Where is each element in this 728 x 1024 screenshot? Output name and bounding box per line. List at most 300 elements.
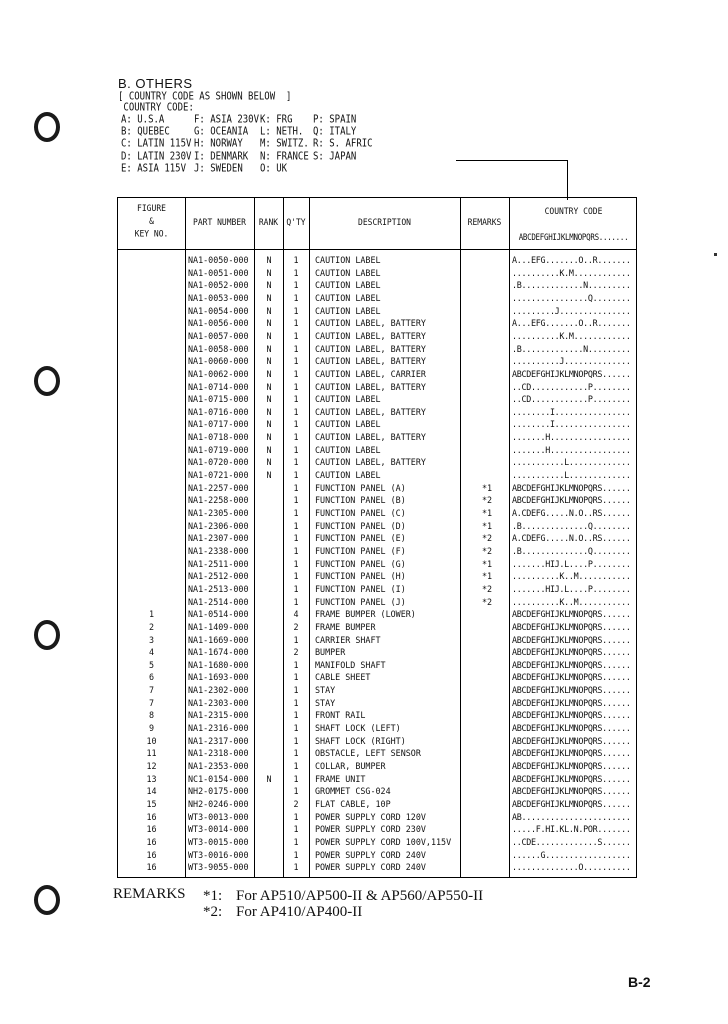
cell-cc: .......H................. (512, 432, 631, 443)
cell-part: NA1-2302-000 (188, 685, 249, 696)
cell-desc: GROMMET CSG-024 (315, 786, 391, 797)
cell-key: 16 (146, 862, 157, 873)
cell-rank: N (266, 343, 272, 354)
cell-part: NH2-0246-000 (188, 798, 249, 809)
cell-part: NA1-0718-000 (188, 432, 249, 443)
country-code-entry: L: NETH. (260, 126, 304, 139)
cell-desc: CAUTION LABEL, BATTERY (315, 356, 426, 367)
cell-key: 5 (148, 659, 155, 670)
cell-part: NA1-2512-000 (188, 571, 249, 582)
cell-desc: FUNCTION PANEL (F) (315, 545, 406, 556)
cell-cc: ........I................ (512, 419, 631, 430)
table-row (118, 406, 636, 419)
cell-cc: ABCDEFGHIJKLMNOPQRS...... (512, 798, 631, 809)
page-number: B-2 (628, 974, 651, 990)
cell-cc: ABCDEFGHIJKLMNOPQRS...... (512, 697, 631, 708)
cell-desc: FRAME BUMPER (315, 621, 376, 632)
cell-key: 10 (146, 735, 157, 746)
cell-cc: ABCDEFGHIJKLMNOPQRS...... (512, 647, 631, 658)
cell-desc: CAUTION LABEL (315, 419, 381, 430)
table-row (118, 482, 636, 495)
cell-key: 7 (148, 697, 155, 708)
connector-line (567, 160, 568, 200)
header-qty: Q'TY (286, 217, 306, 228)
table-row (118, 381, 636, 394)
cell-qty: 1 (293, 343, 299, 354)
country-code-entry: F: ASIA 230V (194, 114, 260, 126)
cell-qty: 2 (293, 647, 299, 658)
cell-desc: FUNCTION PANEL (J) (315, 596, 406, 607)
cell-key: 7 (148, 685, 155, 696)
cell-cc: .B.............N......... (512, 343, 631, 354)
cell-remarks: *1 (481, 558, 493, 569)
country-code-entry: B: QUEBEC (121, 126, 170, 139)
cell-cc: ...........L............. (512, 470, 631, 481)
cell-desc: CAUTION LABEL (315, 267, 381, 278)
margin-mark (714, 253, 717, 256)
cell-desc: FUNCTION PANEL (H) (315, 571, 406, 582)
table-row (118, 836, 636, 849)
cell-cc: ABCDEFGHIJKLMNOPQRS...... (512, 659, 631, 670)
cell-rank: N (266, 267, 272, 278)
country-code-entry: A: U.S.A (121, 114, 165, 126)
cell-part: NA1-2353-000 (188, 761, 249, 771)
cell-rank: N (266, 255, 272, 265)
cell-qty: 1 (293, 672, 299, 683)
cell-rank: N (266, 356, 272, 367)
country-code-entry: I: DENMARK (194, 150, 249, 163)
cell-qty: 1 (293, 419, 299, 430)
cell-desc: FUNCTION PANEL (I) (315, 583, 406, 594)
cell-desc: POWER SUPPLY CORD 100V,115V (315, 836, 452, 847)
table-row (118, 444, 636, 457)
cell-key: 6 (148, 672, 155, 683)
cell-qty: 1 (293, 659, 299, 670)
cell-qty: 1 (293, 470, 299, 481)
cell-part: NA1-2258-000 (188, 495, 249, 506)
cell-cc: ..............O.......... (512, 862, 631, 873)
cell-part: NA1-2338-000 (188, 545, 249, 556)
cell-part: NA1-0058-000 (188, 343, 249, 354)
cell-remarks: *1 (481, 571, 493, 582)
cell-cc: ..........K.M............ (512, 330, 631, 341)
cell-rank: N (266, 773, 272, 784)
cell-part: NA1-1669-000 (188, 634, 249, 645)
cell-part: NA1-0052-000 (188, 280, 249, 291)
cell-desc: STAY (315, 685, 336, 696)
parts-table (117, 197, 637, 878)
table-row (118, 773, 636, 786)
cell-qty: 1 (293, 330, 299, 341)
cell-qty: 1 (293, 735, 299, 746)
cell-desc: FRAME BUMPER (LOWER) (315, 609, 416, 620)
country-code-entry: R: S. AFRIC (313, 138, 373, 151)
cell-desc: CAUTION LABEL, BATTERY (315, 343, 426, 354)
cell-cc: .........J............... (512, 305, 631, 316)
cell-key: 16 (146, 824, 157, 835)
table-row (118, 684, 636, 697)
cell-cc: ABCDEFGHIJKLMNOPQRS...... (512, 748, 631, 759)
cell-part: NA1-2307-000 (188, 533, 249, 544)
cell-desc: CAUTION LABEL (315, 292, 381, 303)
cell-cc: A...EFG.......O..R....... (512, 255, 631, 265)
cell-key: 11 (146, 748, 157, 759)
cell-part: NA1-1680-000 (188, 659, 249, 670)
country-code-label: COUNTRY CODE: (118, 102, 194, 114)
cell-key: 9 (148, 723, 155, 734)
cell-qty: 1 (293, 773, 299, 784)
table-row (118, 798, 636, 811)
cell-desc: SHAFT LOCK (RIGHT) (315, 735, 406, 746)
cell-part: NA1-0062-000 (188, 368, 249, 379)
cell-part: NA1-0714-000 (188, 381, 249, 392)
country-code-entry: H: NORWAY (194, 138, 243, 151)
cell-cc: ................Q........ (512, 292, 631, 303)
cell-remarks: *1 (481, 482, 493, 493)
table-row (118, 634, 636, 647)
header-country-letters: ABCDEFGHIJKLMNOPQRS....... (518, 232, 629, 243)
cell-desc: FRONT RAIL (315, 710, 366, 721)
cell-desc: CAUTION LABEL, BATTERY (315, 457, 426, 468)
cell-qty: 1 (293, 786, 299, 797)
cell-rank: N (266, 280, 272, 291)
cell-cc: ABCDEFGHIJKLMNOPQRS...... (512, 773, 631, 784)
cell-key: 14 (146, 786, 157, 797)
country-code-entry: K: FRG (260, 114, 293, 126)
cell-desc: FRAME UNIT (315, 773, 366, 784)
remark-mark-2: *2: (203, 904, 223, 920)
cell-part: NA1-1674-000 (188, 647, 249, 658)
cell-desc: FUNCTION PANEL (G) (315, 558, 406, 569)
cell-desc: POWER SUPPLY CORD 240V (315, 849, 426, 860)
cell-cc: AB....................... (512, 811, 631, 822)
cell-cc: ABCDEFGHIJKLMNOPQRS...... (512, 710, 631, 721)
cell-part: WT3-0015-000 (188, 836, 249, 847)
cell-remarks: *1 (481, 520, 493, 531)
cell-qty: 2 (293, 798, 299, 809)
cell-qty: 1 (293, 432, 299, 443)
cell-qty: 1 (293, 748, 299, 759)
cell-remarks: *2 (481, 533, 493, 544)
cell-key: 1 (148, 609, 155, 620)
table-row (118, 456, 636, 469)
table-row (118, 545, 636, 558)
cell-rank: N (266, 406, 272, 417)
cell-qty: 1 (293, 723, 299, 734)
cell-part: NA1-1693-000 (188, 672, 249, 683)
table-row (118, 747, 636, 760)
table-row (118, 760, 636, 773)
cell-cc: A...EFG.......O..R....... (512, 318, 631, 329)
cell-cc: ..........K..M........... (512, 571, 631, 582)
cell-desc: CAUTION LABEL (315, 470, 381, 481)
table-row (118, 368, 636, 381)
cell-part: NA1-2317-000 (188, 735, 249, 746)
cell-qty: 4 (293, 609, 299, 620)
cell-qty: 1 (293, 457, 299, 468)
cell-desc: CAUTION LABEL, BATTERY (315, 330, 426, 341)
cell-cc: A.CDEFG.....N.O..RS...... (512, 508, 631, 518)
cell-cc: ABCDEFGHIJKLMNOPQRS...... (512, 634, 631, 645)
country-code-entry: O: UK (260, 162, 288, 175)
cell-qty: 1 (293, 520, 299, 531)
cell-desc: FUNCTION PANEL (B) (315, 495, 406, 506)
cell-desc: CAUTION LABEL, BATTERY (315, 381, 426, 392)
cell-part: WT3-0014-000 (188, 824, 249, 835)
country-code-entry: J: SWEDEN (194, 162, 243, 175)
cell-desc: FUNCTION PANEL (A) (315, 482, 406, 493)
cell-desc: CAUTION LABEL, BATTERY (315, 406, 426, 417)
table-row (118, 279, 636, 292)
cell-cc: ABCDEFGHIJKLMNOPQRS...... (512, 609, 631, 620)
cell-part: WT3-9055-000 (188, 862, 249, 873)
cell-desc: CAUTION LABEL (315, 394, 381, 405)
cell-qty: 1 (293, 558, 299, 569)
table-row (118, 861, 636, 874)
header-part-number: PART NUMBER (193, 217, 246, 228)
cell-cc: .B..............Q........ (512, 520, 631, 531)
country-code-entry: C: LATIN 115V (121, 138, 192, 151)
country-code-entry: G: OCEANIA (194, 126, 249, 139)
table-row (118, 330, 636, 343)
table-row (118, 849, 636, 862)
cell-key: 3 (148, 634, 155, 645)
cell-rank: N (266, 381, 272, 392)
cell-desc: CABLE SHEET (315, 672, 371, 683)
cell-part: NA1-0060-000 (188, 356, 249, 367)
cell-part: NA1-0057-000 (188, 330, 249, 341)
table-row (118, 343, 636, 356)
cell-key: 13 (146, 773, 157, 784)
cell-qty: 1 (293, 849, 299, 860)
table-row (118, 532, 636, 545)
cell-part: NA1-2315-000 (188, 710, 249, 721)
table-row (118, 583, 636, 596)
cell-qty: 1 (293, 394, 299, 405)
table-row (118, 520, 636, 533)
cell-rank: N (266, 470, 272, 481)
cell-cc: ..CD............P........ (512, 381, 631, 392)
cell-qty: 1 (293, 381, 299, 392)
cell-qty: 1 (293, 406, 299, 417)
country-code-entry: S: JAPAN (313, 150, 357, 163)
cell-part: NA1-0514-000 (188, 609, 249, 620)
cell-qty: 1 (293, 318, 299, 329)
cell-desc: STAY (315, 697, 336, 708)
table-row (118, 811, 636, 824)
cell-desc: FUNCTION PANEL (C) (315, 508, 406, 518)
cell-part: WT3-0016-000 (188, 849, 249, 860)
cell-cc: ABCDEFGHIJKLMNOPQRS...... (512, 368, 631, 379)
cell-part: NA1-2305-000 (188, 508, 249, 518)
table-row (118, 659, 636, 672)
table-row (118, 823, 636, 836)
table-row (118, 418, 636, 431)
binder-hole-icon (34, 885, 60, 915)
cell-desc: CAUTION LABEL (315, 280, 381, 291)
table-row (118, 785, 636, 798)
cell-cc: .B.............N......... (512, 280, 631, 291)
connector-line (456, 160, 568, 161)
table-row (118, 709, 636, 722)
cell-cc: ..........J.............. (512, 356, 631, 367)
cell-cc: ABCDEFGHIJKLMNOPQRS...... (512, 685, 631, 696)
remark-text-1: For AP510/AP500-II & AP560/AP550-II (236, 888, 484, 904)
cell-part: NA1-1409-000 (188, 621, 249, 632)
cell-part: NA1-2514-000 (188, 596, 249, 607)
country-code-entry: N: FRANCE (260, 150, 309, 163)
cell-remarks: *2 (481, 545, 493, 556)
cell-desc: POWER SUPPLY CORD 230V (315, 824, 426, 835)
cell-part: NA1-2318-000 (188, 748, 249, 759)
binder-hole-icon (34, 620, 60, 650)
cell-cc: ..CD............P........ (512, 394, 631, 405)
cell-rank: N (266, 368, 272, 379)
cell-rank: N (266, 419, 272, 430)
cell-qty: 1 (293, 545, 299, 556)
table-row (118, 735, 636, 748)
cell-part: NA1-2316-000 (188, 723, 249, 734)
cell-qty: 1 (293, 583, 299, 594)
table-row (118, 621, 636, 634)
cell-cc: ABCDEFGHIJKLMNOPQRS...... (512, 723, 631, 734)
cell-cc: ........I................ (512, 406, 631, 417)
cell-desc: CAUTION LABEL (315, 255, 381, 265)
cell-part: NA1-2303-000 (188, 697, 249, 708)
header-description: DESCRIPTION (358, 217, 411, 228)
cell-desc: CAUTION LABEL, BATTERY (315, 318, 426, 329)
cell-qty: 1 (293, 836, 299, 847)
cell-cc: ABCDEFGHIJKLMNOPQRS...... (512, 482, 631, 493)
table-row (118, 697, 636, 710)
cell-desc: CAUTION LABEL (315, 444, 381, 455)
cell-part: NC1-0154-000 (188, 773, 249, 784)
header-rank: RANK (258, 217, 279, 228)
cell-remarks: *2 (481, 495, 493, 506)
cell-rank: N (266, 432, 272, 443)
cell-desc: MANIFOLD SHAFT (315, 659, 386, 670)
cell-cc: ...........L............. (512, 457, 631, 468)
cell-qty: 1 (293, 533, 299, 544)
cell-key: 16 (146, 836, 157, 847)
cell-part: NA1-0719-000 (188, 444, 249, 455)
country-code-entry: P: SPAIN (313, 114, 357, 126)
cell-qty: 1 (293, 824, 299, 835)
cell-cc: ..........K.M............ (512, 267, 631, 278)
binder-hole-icon (34, 366, 60, 396)
country-code-entry: E: ASIA 115V (121, 162, 187, 175)
cell-part: NA1-2306-000 (188, 520, 249, 531)
cell-desc: FLAT CABLE, 10P (315, 798, 391, 809)
table-row (118, 494, 636, 507)
cell-rank: N (266, 318, 272, 329)
cell-desc: BUMPER (315, 647, 346, 658)
cell-cc: .......H................. (512, 444, 631, 455)
cell-part: WT3-0013-000 (188, 811, 249, 822)
table-row (118, 254, 636, 267)
table-row (118, 722, 636, 735)
cell-rank: N (266, 292, 272, 303)
table-row (118, 305, 636, 318)
cell-part: NA1-0054-000 (188, 305, 249, 316)
table-row (118, 596, 636, 609)
country-code-note: [ COUNTRY CODE AS SHOWN BELOW ] (118, 91, 292, 103)
cell-cc: .......HIJ.L....P........ (512, 583, 631, 594)
cell-cc: ..CDE.............S...... (512, 836, 631, 847)
remark-mark-1: *1: (203, 888, 223, 904)
cell-part: NA1-0716-000 (188, 406, 249, 417)
cell-qty: 1 (293, 280, 299, 291)
table-row (118, 671, 636, 684)
cell-key: 12 (146, 761, 157, 771)
table-row (118, 317, 636, 330)
table-row (118, 608, 636, 621)
cell-cc: ......G.................. (512, 849, 631, 860)
cell-desc: COLLAR, BUMPER (315, 761, 386, 771)
cell-desc: CAUTION LABEL (315, 305, 381, 316)
table-row (118, 267, 636, 280)
cell-part: NA1-2257-000 (188, 482, 249, 493)
cell-qty: 2 (293, 621, 299, 632)
cell-desc: FUNCTION PANEL (E) (315, 533, 406, 544)
cell-part: NA1-0050-000 (188, 255, 249, 265)
cell-part: NA1-0715-000 (188, 394, 249, 405)
cell-qty: 1 (293, 482, 299, 493)
cell-cc: ABCDEFGHIJKLMNOPQRS...... (512, 495, 631, 506)
binder-hole-icon (34, 112, 60, 142)
cell-cc: .......HIJ.L....P........ (512, 558, 631, 569)
cell-qty: 1 (293, 811, 299, 822)
country-code-entry: Q: ITALY (313, 126, 357, 139)
cell-qty: 1 (293, 267, 299, 278)
cell-cc: .B..............Q........ (512, 545, 631, 556)
table-row (118, 431, 636, 444)
cell-qty: 1 (293, 596, 299, 607)
country-code-entry: D: LATIN 230V (121, 150, 192, 163)
cell-key: 8 (148, 710, 155, 721)
cell-qty: 1 (293, 710, 299, 721)
table-row (118, 355, 636, 368)
cell-cc: ABCDEFGHIJKLMNOPQRS...... (512, 761, 631, 771)
cell-rank: N (266, 330, 272, 341)
cell-part: NA1-0721-000 (188, 470, 249, 481)
cell-qty: 1 (293, 444, 299, 455)
cell-rank: N (266, 394, 272, 405)
header-remarks: REMARKS (467, 217, 502, 228)
cell-part: NA1-2513-000 (188, 583, 249, 594)
cell-cc: ABCDEFGHIJKLMNOPQRS...... (512, 672, 631, 683)
cell-rank: N (266, 457, 272, 468)
cell-key: 16 (146, 849, 157, 860)
cell-part: NA1-0053-000 (188, 292, 249, 303)
cell-qty: 1 (293, 508, 299, 518)
cell-desc: SHAFT LOCK (LEFT) (315, 723, 401, 734)
table-row (118, 507, 636, 520)
cell-cc: ABCDEFGHIJKLMNOPQRS...... (512, 735, 631, 746)
cell-rank: N (266, 444, 272, 455)
country-code-entry: M: SWITZ. (260, 138, 309, 151)
cell-qty: 1 (293, 862, 299, 873)
cell-part: NA1-0720-000 (188, 457, 249, 468)
cell-part: NA1-0056-000 (188, 318, 249, 329)
cell-desc: CAUTION LABEL, BATTERY (315, 432, 426, 443)
header-figure-key: FIGURE & KEY NO. (134, 203, 169, 239)
header-country-code: COUNTRY CODE (544, 206, 603, 217)
cell-desc: OBSTACLE, LEFT SENSOR (315, 748, 421, 759)
table-row (118, 558, 636, 571)
table-row (118, 292, 636, 305)
cell-key: 16 (146, 811, 157, 822)
